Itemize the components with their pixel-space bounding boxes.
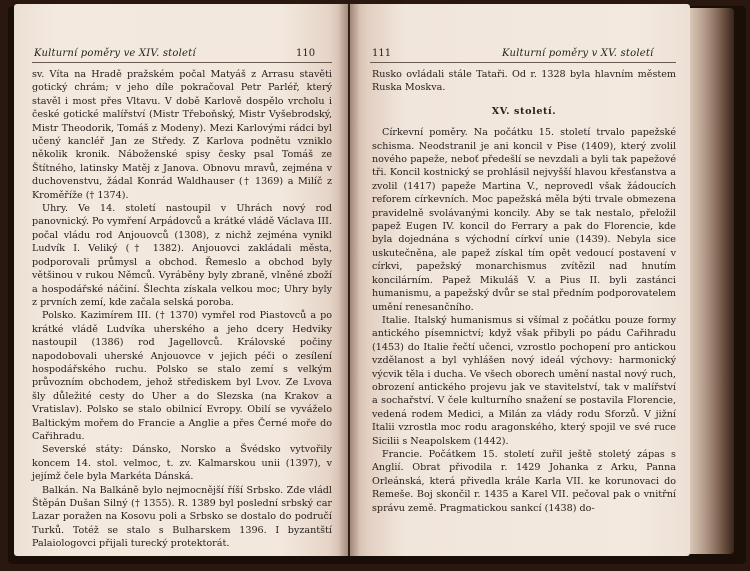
section-heading: XV. století. [491,105,557,117]
left-running-header: Kulturní poměry ve XIV. století [34,48,196,59]
right-paragraph: Italie. Italský humanismus si všímal z počátku pouze formy antického písemnictví; když však přibyli po pádu Cařihradu (1453) do Italie řečtí učenci, vzrostlo pochopení pro antickou vzdělanost a byl vyhlášen nový ideál výchovy: harmonický výcvik těla i ducha. Ve všech oborech umění nastal nový ruch, obrození antického projevu jak ve stavitelství, tak v malířství a sochařství. V čele kulturního snažení se postavila Florencie, vedená rodem Medici, a Milán za vlády rodu Sforzů. V jižní Italii vzrostla moc rodu aragonského, který spojil ve své ruce Sicilii s Neapolskem (1442). [372,314,676,447]
right-body-text [372,68,676,515]
right-intro-paragraph: Rusko ovládali stále Tataři. Od r. 1328 byla hlavním městem Ruska Moskva. [372,69,676,94]
left-paragraph: Polsko. Kazimírem III. († 1370) vymřel rod Piastovců a po krátké vládě Ludvíka uherského a jeho dcery Hedviky nastoupil (1386) rod Jagellovců. Královské počiny napodobovali uherské Anjouovce v jejich péči o zesílení hospodářského ruchu. Polsko se stalo zemí s velkým průvozním obchodem, jehož střediskem byl Lvov. Ze Lvova šly důležité cesty do Uher a do Slezska (na Krakov a Vratislav). Polsko se stalo obilnicí Evropy. Obilí se vyváželo Baltickým mořem do Francie a Anglie a přes Černé moře do Cařihradu. [32,310,332,442]
right-page-number: 111 [372,48,392,59]
right-paragraph: Francie. Počátkem 15. století zuřil ještě stoletý zápas s Anglií. Obrat přivodila r. 1429 Johanka z Arku, Panna Orleánská, která přivedla krále Karla VII. ke korunovaci do Remeše. Boj skončil r. 1435 a Karel VII. pečoval pak o vnitřní správu země. Pragmatickou sankcí (1438) do- [372,448,676,514]
right-running-header: Kulturní poměry v XV. století [502,48,654,59]
left-page-number: 110 [296,48,316,59]
left-body-text [32,68,332,551]
left-header-rule [32,62,332,63]
left-paragraph: sv. Víta na Hradě pražském počal Matyáš z Arrasu stavěti gotický chrám; v jeho díle pokračoval Petr Parléř, který stavěl i most přes Vltavu. V době Karlově dospělo vrcholu i české gotické malířství (Mistr Třeboňský, Mistr Vyšebrodský, Mistr Theodorik, Tomáš z Modeny). Mezi Karlovými rádci byl učený kancléř Jan ze Středy. Z Karlova podnětu vzniklo několik kronik. Náboženské spisy česky psal Tomáš ze Štítného, latinsky Matěj z Janova. Obnovu mravů, zejména v duchovenstvu, žádal Konrád Waldhauser († 1369) a Milíč z Kroměříže († 1374). [32,69,332,201]
left-paragraph: Uhry. Ve 14. století nastoupil v Uhrách nový rod panovnický. Po vymření Arpádovců a krátké vládě Václava III. počal vládu rod Anjouovců (1308), z nichž zejména vynikl Ludvík I. Veliký († 1382). Anjouovci zakládali města, podporovali průmysl a obchod. Řemeslo a obchod byly většinou v rukou Němců. Vyráběny byly zbraně, vlněné zboží a hospodářské náčiní. Šlechta získala velkou moc; Uhry byly z prvních zemí, kde začala selská poroba. [32,203,332,308]
page-edges [690,8,734,554]
left-paragraph: Severské státy: Dánsko, Norsko a Švédsko vytvořily koncem 14. stol. velmoc, t. zv. Kalmarskou unii (1397), v jejímž čele byla Markéta Dánská. [32,444,332,483]
left-page [14,4,348,556]
left-paragraph: Balkán. Na Balkáně bylo nejmocnější říší Srbsko. Zde vládl Štěpán Dušan Silný († 1355). R. 1389 byl poslední srbský car Lazar poražen na Kosovu poli a Srbsko se dostalo do područí Turků. Totéž se stalo s Bulharskem 1396. I byzantští Palaiologovci přijali turecký protektorát. [32,484,332,550]
right-header-rule [370,62,676,63]
right-paragraph: Církevní poměry. Na počátku 15. století trvalo papežské schisma. Neodstranil je ani koncil v Pise (1409), který zvolil nového papeže, neboť předešlí se nevzdali a byli tak papežové tři. Koncil kostnický se prohlásil nejvyšší hlavou křesťanstva a zvolil (1417) papeže Martina V., neprovedl však žádoucích reforem církevních. Moc papežská měla býti trvale obmezena pravidelně svolávanými koncily. Aby se tak nestalo, přeložil papež Eugen IV. koncil do Ferrary a pak do Florencie, kde byla dojednána s východní církví unie (1439). Nebyla sice uskutečněna, ale papež získal tím opět vedoucí postavení v církvi, papežský monarchismus zvítězil nad hnutím koncilárním. Papež Mikuláš V. a Pius II. byli zastánci humanismu, a papežský dvůr se stal předním podporovatelem umění renesančního. [372,127,676,313]
right-page [350,4,690,556]
